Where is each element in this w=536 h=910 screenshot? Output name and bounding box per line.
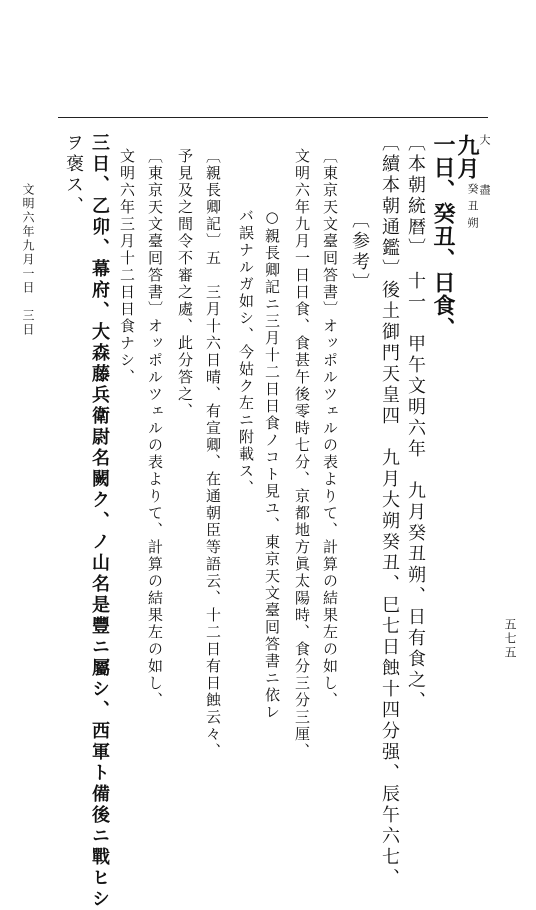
note-chikanaga-kyoki: ○親長卿記ニ三月十二日日食ノコト見ユ、東京天文臺囘答書ニ依レ [263,208,281,721]
month-sub-b: 丑 [466,200,479,212]
page-number: 五七五 [503,618,517,660]
observatory-result-1: 文明六年九月一日日食、食甚午後零時七分、京都地方眞太陽時、食分三分三厘、 [293,148,311,760]
citation-zoku-honcho-tsugan: 〔續本朝通鑑〕後土御門天皇四 九月大朔癸丑、巳七日蝕十四分强、辰午六七、 [379,133,400,889]
month-sub-a: 癸 [466,183,479,195]
header-rule [58,117,488,118]
citation-tokyo-observatory-1: 〔東京天文臺囘答書〕オッポルツェルの表よりて、計算の結果左の如し、 [321,148,339,709]
citation-chikanaga-kyoki: 〔親長卿記〕五 三月十六日晴、有宣卿、在通朝臣等語云、十二日有日蝕云々、 [204,148,222,760]
citation-honcho-tsureki: 〔本朝統暦〕 十一 甲午文明六年 九月癸丑朔、日有食之、 [405,133,426,712]
note-continuation: バ誤ナルガ如シ、今姑ク左ニ附載ス、 [237,208,255,497]
citation-tokyo-observatory-2: 〔東京天文臺囘答書〕オッポルツェルの表よりて、計算の結果左の如し、 [146,148,164,709]
observatory-result-2: 文明六年三月十二日日食ナシ、 [118,148,136,386]
entry-day-1: 一日、癸丑、日食、 [430,133,456,340]
month-note-b: 盡 [478,184,491,196]
month-sub-c: 朔 [466,217,479,229]
margin-date-note: 文明六年九月一日 三日 [21,183,35,337]
entry-day-3: 三日、乙卯、幕府、大森藤兵衛尉名闕ク、ノ山名是豐ニ屬シ、西軍ト備後ニ戰ヒシ [89,133,110,910]
month-note-a: 大 [478,134,491,146]
reference-heading: 〔参考〕 [349,210,370,294]
chikanaga-continuation: 予見及之間令不審之處、此分答之、 [176,148,194,420]
entry-day-3-continuation: ヲ褒ス、 [63,133,84,217]
month-heading: 九月 [454,134,480,180]
